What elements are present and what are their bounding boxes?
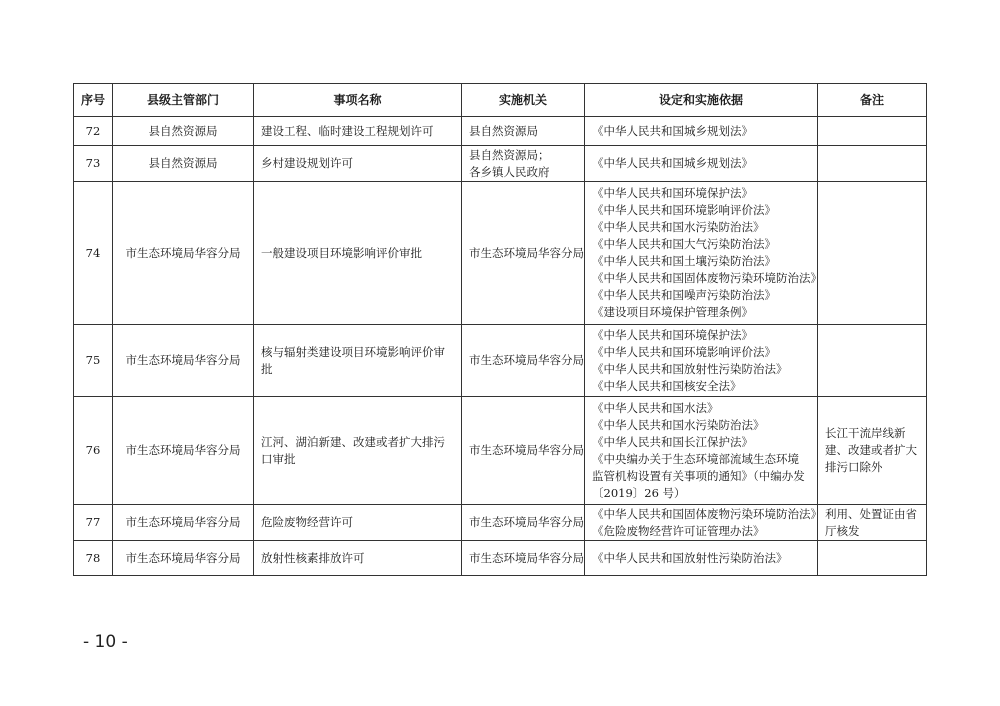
header-implementing-agency: 实施机关 xyxy=(462,84,585,117)
basis-line: 《中华人民共和国固体废物污染环境防治法》 xyxy=(592,506,822,521)
cell-serial-no: 78 xyxy=(74,541,113,576)
cell-item-name: 乡村建设规划许可 xyxy=(254,146,462,182)
cell-item-name: 核与辐射类建设项目环境影响评价审批 xyxy=(254,325,462,397)
agency-line: 市生态环境局华容分局 xyxy=(469,443,584,457)
cell-implementing-agency xyxy=(462,117,585,146)
cell-legal-basis xyxy=(585,541,818,576)
cell-county-dept: 县自然资源局 xyxy=(113,146,254,182)
cell-legal-basis xyxy=(585,397,818,505)
basis-line: 《中华人民共和国噪声污染防治法》 xyxy=(592,288,776,302)
table-row xyxy=(74,325,927,397)
basis-line: 《建设项目环境保护管理条例》 xyxy=(592,305,753,319)
agency-line: 市生态环境局华容分局 xyxy=(469,245,584,260)
cell-remarks: 利用、处置证由省厅核发 xyxy=(818,505,927,541)
page-number: - 10 - xyxy=(83,632,128,652)
header-county-dept: 县级主管部门 xyxy=(113,84,254,117)
basis-line: 《危险废物经营许可证管理办法》 xyxy=(592,523,765,538)
cell-legal-basis xyxy=(585,505,822,541)
basis-line: 《中华人民共和国长江保护法》 xyxy=(592,434,753,449)
header-legal-basis: 设定和实施依据 xyxy=(585,84,818,117)
agency-line: 县自然资源局； xyxy=(469,147,550,162)
cell-implementing-agency xyxy=(462,505,585,541)
cell-serial-no: 77 xyxy=(74,505,113,541)
basis-line: 监管机构设置有关事项的通知》（中编办发 xyxy=(592,468,805,483)
basis-line: 《中华人民共和国城乡规划法》 xyxy=(592,156,753,170)
permit-items-table xyxy=(73,83,927,576)
table-body xyxy=(74,117,927,576)
basis-line: 〔2019〕26 号） xyxy=(592,485,686,500)
basis-line: 《中华人民共和国核安全法》 xyxy=(592,378,742,393)
table-row xyxy=(74,541,927,576)
basis-line: 《中华人民共和国土壤污染防治法》 xyxy=(592,254,776,268)
cell-county-dept: 市生态环境局华容分局 xyxy=(113,397,254,505)
basis-line: 《中华人民共和国环境保护法》 xyxy=(592,186,753,200)
basis-line: 《中华人民共和国水污染防治法》 xyxy=(592,417,765,432)
agency-line: 市生态环境局华容分局 xyxy=(469,515,584,529)
cell-remarks xyxy=(818,182,927,325)
table-row xyxy=(74,397,927,505)
header-row xyxy=(74,84,927,117)
cell-county-dept: 市生态环境局华容分局 xyxy=(113,182,254,325)
cell-implementing-agency xyxy=(462,325,585,397)
cell-serial-no: 76 xyxy=(74,397,113,505)
agency-line: 各乡镇人民政府 xyxy=(469,164,550,179)
basis-line: 《中央编办关于生态环境部流域生态环境 xyxy=(592,451,799,466)
agency-line: 县自然资源局 xyxy=(469,123,538,138)
cell-remarks xyxy=(818,146,927,182)
table-row xyxy=(74,505,927,541)
cell-county-dept: 县自然资源局 xyxy=(113,117,254,146)
basis-line: 《中华人民共和国城乡规划法》 xyxy=(592,123,753,138)
header-serial-no: 序号 xyxy=(74,84,113,117)
basis-line: 《中华人民共和国放射性污染防治法》 xyxy=(592,550,788,565)
cell-remarks xyxy=(818,117,927,146)
header-remarks: 备注 xyxy=(818,84,927,117)
cell-legal-basis xyxy=(585,325,818,397)
cell-item-name: 建设工程、临时建设工程规划许可 xyxy=(254,117,462,146)
table-row xyxy=(74,146,927,182)
basis-line: 《中华人民共和国大气污染防治法》 xyxy=(592,237,776,251)
basis-line: 《中华人民共和国环境影响评价法》 xyxy=(592,203,776,217)
cell-serial-no: 75 xyxy=(74,325,113,397)
cell-item-name: 放射性核素排放许可 xyxy=(254,541,462,576)
table-row xyxy=(74,117,927,146)
basis-line: 《中华人民共和国固体废物污染环境防治法》 xyxy=(592,271,822,285)
cell-serial-no: 74 xyxy=(74,182,113,325)
agency-line: 市生态环境局华容分局 xyxy=(469,353,584,367)
cell-item-name: 一般建设项目环境影响评价审批 xyxy=(254,182,462,325)
basis-line: 《中华人民共和国放射性污染防治法》 xyxy=(592,361,788,376)
cell-serial-no: 73 xyxy=(74,146,113,182)
agency-line: 市生态环境局华容分局 xyxy=(469,550,584,565)
basis-line: 《中华人民共和国环境保护法》 xyxy=(592,327,753,342)
cell-legal-basis xyxy=(585,182,822,325)
cell-county-dept: 市生态环境局华容分局 xyxy=(113,541,254,576)
cell-implementing-agency xyxy=(462,182,585,325)
cell-legal-basis xyxy=(585,146,818,182)
header-item-name: 事项名称 xyxy=(254,84,462,117)
table-row xyxy=(74,182,927,325)
cell-county-dept: 市生态环境局华容分局 xyxy=(113,505,254,541)
cell-serial-no: 72 xyxy=(74,117,113,146)
cell-remarks: 长江干流岸线新建、改建或者扩大排污口除外 xyxy=(818,397,927,505)
cell-item-name: 危险废物经营许可 xyxy=(254,505,462,541)
cell-implementing-agency xyxy=(462,541,585,576)
cell-item-name: 江河、湖泊新建、改建或者扩大排污口审批 xyxy=(254,397,462,505)
basis-line: 《中华人民共和国水法》 xyxy=(592,400,719,415)
table-header xyxy=(74,84,927,117)
basis-line: 《中华人民共和国水污染防治法》 xyxy=(592,220,765,234)
cell-implementing-agency xyxy=(462,397,585,505)
basis-line: 《中华人民共和国环境影响评价法》 xyxy=(592,344,776,359)
cell-implementing-agency xyxy=(462,146,585,182)
cell-remarks xyxy=(818,325,927,397)
cell-remarks xyxy=(818,541,927,576)
cell-legal-basis xyxy=(585,117,818,146)
cell-county-dept: 市生态环境局华容分局 xyxy=(113,325,254,397)
